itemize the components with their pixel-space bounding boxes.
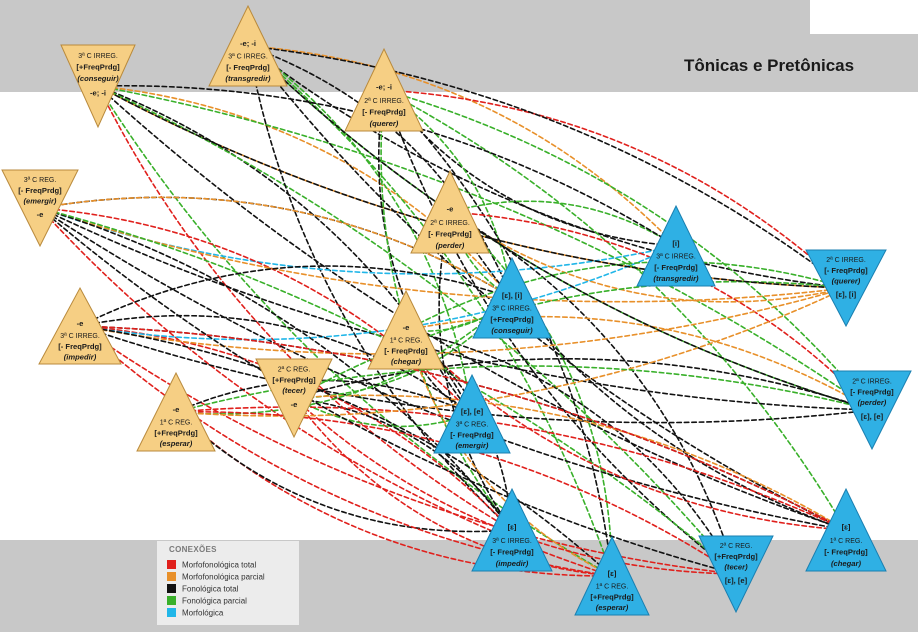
node-suffix-label: [ɛ], [e]	[724, 576, 748, 586]
legend-item-morfologica: Morfológica	[167, 608, 223, 620]
legend-swatch	[167, 560, 176, 569]
edges-layer	[40, 46, 872, 576]
node-verb-label: (impedir)	[63, 352, 97, 362]
edge-fon_parcial-o-transgredir-b-perder	[248, 46, 872, 410]
node-suffix-label: -e	[36, 210, 44, 220]
nodes-layer	[2, 6, 911, 615]
node-o-transgredir	[209, 6, 287, 86]
node-o-emergir	[2, 170, 78, 246]
node-suffix-label: [ɛ], [i]	[835, 290, 857, 300]
node-o-impedir	[39, 288, 121, 364]
node-suffix-label: [- FreqPrdg]	[490, 547, 534, 557]
node-verb-label: (chegar)	[391, 357, 421, 367]
node-verb-label: (querer)	[831, 276, 861, 286]
node-class-label: 2ª C IRREG.	[430, 219, 470, 227]
node-verb-label: (chegar)	[831, 558, 861, 568]
node-suffix-label: [+FreqPrdg]	[490, 314, 534, 324]
node-suffix-label: -e	[446, 204, 454, 214]
node-class-label: 2ª C IRREG.	[826, 257, 866, 265]
node-class-label: 1ª C REG.	[595, 583, 629, 591]
edge-morf-o-emergir-b-transgredir	[40, 208, 676, 274]
legend-item-fonologica-total: Fonológica total	[167, 584, 238, 596]
node-b-transgredir	[637, 206, 715, 286]
node-suffix-label: [- FreqPrdg]	[824, 547, 868, 557]
legend-item-morfofonologica-parcial: Morfofonológica parcial	[167, 572, 265, 584]
node-suffix-label: [ɛ]	[507, 522, 517, 532]
node-suffix-label: [- FreqPrdg]	[850, 387, 894, 397]
node-verb-label: (transgredir)	[653, 274, 699, 283]
node-b-tecer	[699, 536, 773, 612]
node-verb-label: (conseguir)	[77, 73, 119, 83]
node-class-label: 1ª C REG.	[159, 419, 193, 427]
node-suffix-label: [- FreqPrdg]	[450, 430, 494, 440]
diagram-title: Tônicas e Pretônicas	[684, 56, 855, 75]
node-class-label: 2ª C REG.	[277, 366, 311, 374]
node-suffix-label: [+FreqPrdg]	[272, 375, 316, 385]
node-suffix-label: [+FreqPrdg]	[714, 551, 758, 561]
legend-title: CONEXÕES	[169, 545, 217, 554]
node-b-perder	[833, 371, 911, 449]
node-suffix-label: [ɛ], [e]	[860, 412, 884, 422]
node-suffix-label: -e; -i	[89, 88, 107, 98]
node-o-perder	[411, 171, 489, 253]
node-class-label: 3ª C IRREG.	[656, 253, 696, 261]
node-suffix-label: -e	[172, 404, 180, 414]
node-class-label: 2ª C REG.	[719, 543, 753, 551]
node-suffix-label: [i]	[672, 238, 680, 248]
node-class-label: 3ª C IRREG.	[492, 305, 532, 313]
node-o-querer	[345, 49, 423, 131]
node-verb-label: (emergir)	[23, 196, 57, 206]
legend-swatch	[167, 584, 176, 593]
node-suffix-label: -e	[402, 322, 410, 332]
node-verb-label: (tecer)	[724, 562, 748, 572]
node-suffix-label: [ɛ]	[841, 522, 851, 532]
node-class-label: 3ª C IRREG.	[60, 333, 100, 341]
node-class-label: 3ª C REG.	[23, 177, 57, 185]
node-suffix-label: -e	[76, 319, 84, 328]
node-verb-label: (transgredir)	[225, 74, 271, 83]
node-verb-label: (querer)	[369, 118, 399, 128]
node-verb-label: (conseguir)	[491, 326, 533, 335]
node-suffix-label: -e; -i	[239, 38, 257, 48]
node-suffix-label: [- FreqPrdg]	[362, 107, 406, 117]
node-verb-label: (perder)	[857, 398, 887, 408]
node-suffix-label: [+FreqPrdg]	[590, 592, 634, 602]
legend-swatch	[167, 572, 176, 581]
node-verb-label: (perder)	[435, 240, 465, 250]
edge-mf_total-o-conseguir-b-impedir	[98, 86, 512, 530]
node-suffix-label: [- FreqPrdg]	[58, 341, 102, 351]
node-class-label: 3ª C IRREG.	[78, 52, 118, 60]
edge-fon_total-b-perder-o-transgredir	[248, 46, 872, 410]
node-suffix-label: [+FreqPrdg]	[154, 428, 198, 438]
node-suffix-label: [- FreqPrdg]	[654, 262, 698, 272]
legend	[157, 541, 299, 625]
node-suffix-label: [+FreqPrdg]	[76, 62, 120, 72]
node-class-label: 2ª C IRREG.	[852, 378, 892, 386]
node-class-label: 1ª C REG.	[829, 537, 863, 545]
node-verb-label: (esperar)	[159, 439, 193, 449]
legend-swatch	[167, 608, 176, 617]
node-verb-label: (tecer)	[282, 386, 306, 396]
node-class-label: 3ª C IRREG.	[492, 537, 532, 545]
edge-mf_parcial-o-conseguir-b-querer	[98, 86, 846, 288]
node-o-tecer	[256, 359, 332, 437]
node-class-label: 1ª C REG.	[389, 337, 423, 345]
node-verb-label: (esperar)	[595, 603, 629, 613]
node-suffix-label: [- FreqPrdg]	[384, 346, 428, 356]
node-class-label: 2ª C IRREG.	[364, 97, 404, 105]
node-suffix-label: [- FreqPrdg]	[18, 185, 62, 195]
node-b-querer	[806, 250, 886, 326]
node-suffix-label: [ɛ], [i]	[501, 290, 523, 300]
node-suffix-label: [- FreqPrdg]	[428, 229, 472, 239]
node-suffix-label: [- FreqPrdg]	[226, 62, 270, 72]
node-suffix-label: [- FreqPrdg]	[824, 265, 868, 275]
node-verb-label: (impedir)	[495, 558, 529, 568]
edge-fon_total-b-querer-o-conseguir	[98, 86, 846, 288]
legend-item-fonologica-parcial: Fonológica parcial	[167, 596, 247, 608]
node-b-chegar	[806, 489, 886, 571]
node-suffix-label: -e; -i	[375, 82, 393, 92]
node-b-impedir	[472, 489, 552, 571]
node-suffix-label: -e	[290, 400, 298, 410]
node-verb-label: (emergir)	[455, 441, 489, 451]
edge-fon_total-o-querer-b-tecer	[384, 90, 736, 574]
node-suffix-label: [ɛ]	[607, 568, 617, 578]
node-class-label: 3ª C REG.	[455, 421, 489, 429]
legend-swatch	[167, 596, 176, 605]
node-class-label: 3ª C IRREG.	[228, 53, 268, 61]
node-suffix-label: [ɛ], [e]	[460, 406, 484, 416]
legend-item-morfofonologica-total: Morfofonológica total	[167, 560, 256, 572]
